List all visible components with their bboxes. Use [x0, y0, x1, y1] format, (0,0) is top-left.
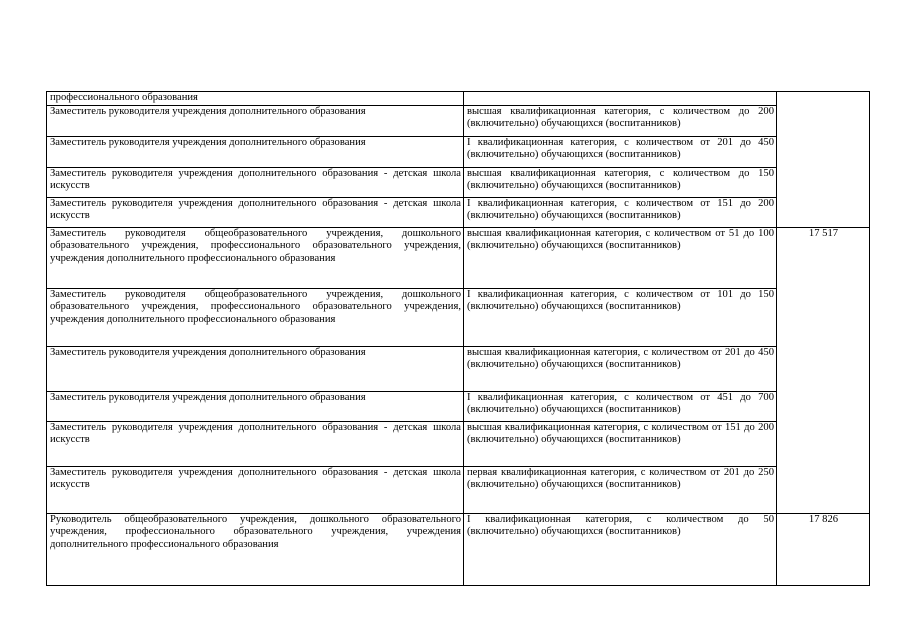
table-row — [47, 106, 870, 137]
table-row — [47, 289, 870, 347]
amount-cell: 17 826 — [777, 514, 870, 586]
position-cell: Заместитель руководителя учреждения дополнительного образования - детская школа искусств — [47, 422, 464, 467]
position-cell: Заместитель руководителя учреждения дополнительного образования — [47, 106, 464, 137]
table-row — [47, 137, 870, 168]
category-cell: I квалификационная категория, с количеством от 151 до 200 (включительно) обучающихся (воспитанников) — [464, 198, 777, 228]
position-cell: Заместитель руководителя учреждения дополнительного образования — [47, 392, 464, 422]
position-cell: Заместитель руководителя учреждения дополнительного образования - детская школа искусств — [47, 467, 464, 514]
amount-cell-empty — [777, 92, 870, 228]
table-row — [47, 514, 870, 586]
category-cell: I квалификационная категория, с количеством от 201 до 450 (включительно) обучающихся (воспитанников) — [464, 137, 777, 168]
position-cell: Заместитель руководителя учреждения дополнительного образования - детская школа искусств — [47, 168, 464, 198]
position-cell: Заместитель руководителя общеобразовательного учреждения, дошкольного образовательного учреждения, профессионального образовательного учреждения, учреждения дополнительного профессионального образования — [47, 289, 464, 347]
position-cell: профессионального образования — [47, 92, 464, 106]
category-cell: высшая квалификационная категория, с количеством от 201 до 450 (включительно) обучающихся (воспитанников) — [464, 347, 777, 392]
table-row — [47, 228, 870, 289]
table-row — [47, 92, 870, 106]
position-cell: Заместитель руководителя учреждения дополнительного образования — [47, 347, 464, 392]
category-cell — [464, 92, 777, 106]
category-cell: высшая квалификационная категория, с количеством до 200 (включительно) обучающихся (воспитанников) — [464, 106, 777, 137]
position-cell: Заместитель руководителя учреждения дополнительного образования — [47, 137, 464, 168]
category-cell: I квалификационная категория, с количеством от 101 до 150 (включительно) обучающихся (воспитанников) — [464, 289, 777, 347]
table-row — [47, 168, 870, 198]
category-cell: I квалификационная категория, с количеством от 451 до 700 (включительно) обучающихся (воспитанников) — [464, 392, 777, 422]
salary-table — [46, 91, 870, 586]
category-cell: I квалификационная категория, с количеством до 50 (включительно) обучающихся (воспитанников) — [464, 514, 777, 586]
table-row — [47, 422, 870, 467]
position-cell: Заместитель руководителя учреждения дополнительного образования - детская школа искусств — [47, 198, 464, 228]
amount-cell: 17 517 — [777, 228, 870, 514]
table-row — [47, 347, 870, 392]
category-cell: первая квалификационная категория, с количеством от 201 до 250 (включительно) обучающихся (воспитанников) — [464, 467, 777, 514]
category-cell: высшая квалификационная категория, с количеством до 150 (включительно) обучающихся (воспитанников) — [464, 168, 777, 198]
category-cell: высшая квалификационная категория, с количеством от 151 до 200 (включительно) обучающихся (воспитанников) — [464, 422, 777, 467]
position-cell: Заместитель руководителя общеобразовательного учреждения, дошкольного образовательного учреждения, профессионального образовательного учреждения, учреждения дополнительного профессионального образования — [47, 228, 464, 289]
category-cell: высшая квалификационная категория, с количеством от 51 до 100 (включительно) обучающихся (воспитанников) — [464, 228, 777, 289]
position-cell: Руководитель общеобразовательного учреждения, дошкольного образовательного учреждения, профессионального образовательного учреждения, учреждения дополнительного профессионального образования — [47, 514, 464, 586]
table-row — [47, 392, 870, 422]
table-row — [47, 198, 870, 228]
table-row — [47, 467, 870, 514]
